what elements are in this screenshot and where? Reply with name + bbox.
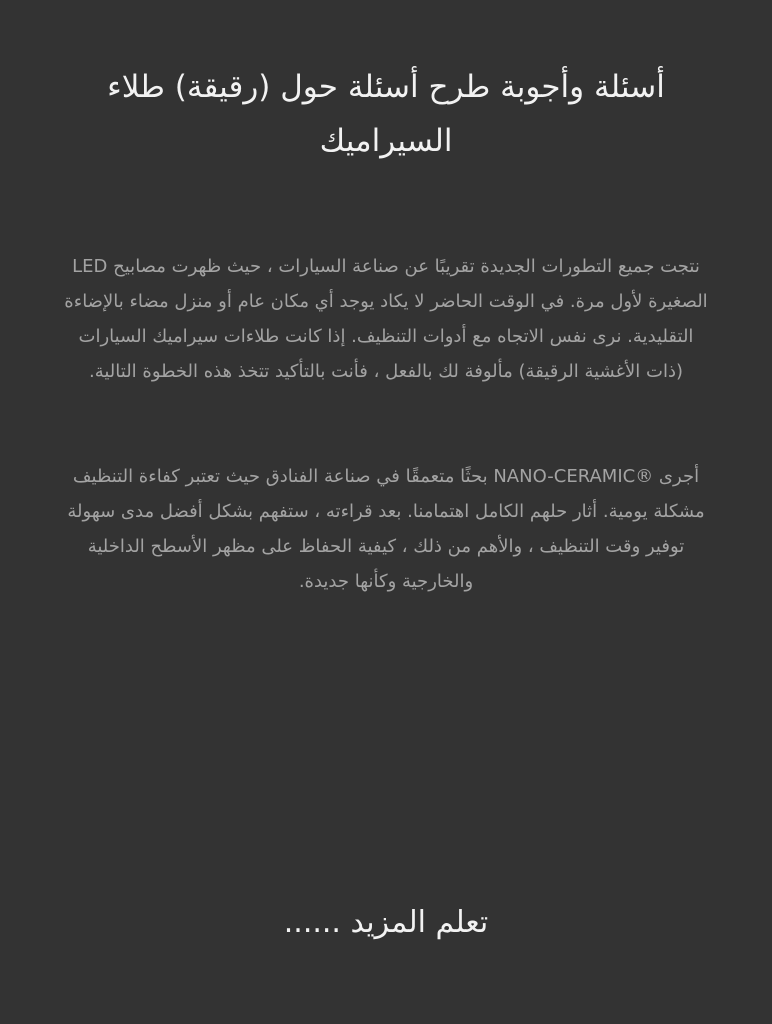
page-title: أسئلة وأجوبة طرح أسئلة حول (رقيقة) طلاء السيراميك [107, 69, 665, 159]
intro-paragraph: نتجت جميع التطورات الجديدة تقريبًا عن صناعة السيارات ، حيث ظهرت مصابيح LED الصغيرة لأول مرة. في الوقت الحاضر لا يكاد يوجد أي مكان عام أو منزل مضاء بالإضاءة التقليدية. نرى نفس الاتجاه مع أدوات التنظيف. إذا كانت طلاءات سيراميك السيارات (ذات الأغشية الرقيقة) مألوفة لك بالفعل ، فأنت بالتأكيد تتخذ هذه الخطوة التالية. [64, 256, 708, 382]
research-paragraph: أجرى ®NANO-CERAMIC بحثًا متعمقًا في صناعة الفنادق حيث تعتبر كفاءة التنظيف مشكلة يومية. أثار حلهم الكامل اهتمامنا. بعد قراءته ، ستفهم بشكل أفضل مدى سهولة توفير وقت التنظيف ، والأهم من ذلك ، كيفية الحفاظ على مظهر الأسطح الداخلية والخارجية وكأنها جديدة. [67, 466, 705, 592]
learn-more-link[interactable]: تعلم المزيد ...... [283, 905, 489, 940]
